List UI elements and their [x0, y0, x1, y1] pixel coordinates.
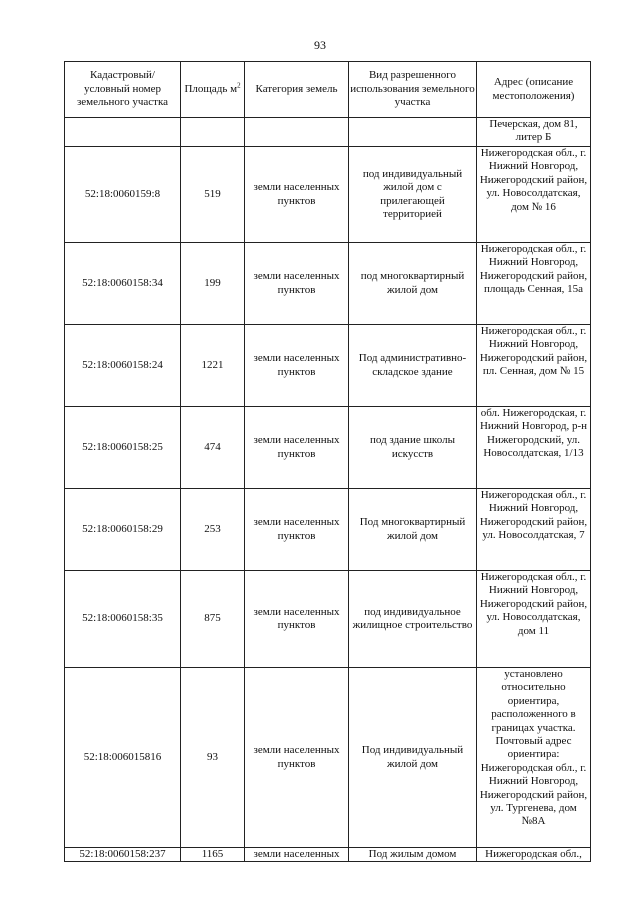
table-row — [65, 147, 591, 243]
cell-use: Под жилым домом — [349, 848, 477, 862]
cell-use: Под административно-складское здание — [349, 325, 477, 407]
cell-address: Нижегородская обл., г. Нижний Новгород, Нижегородский район, ул. Новосолдатская, дом 11 — [477, 571, 591, 668]
cell-area: 519 — [181, 147, 245, 243]
cell-cadastral: 52:18:0060158:35 — [65, 571, 181, 668]
cell-area: 474 — [181, 407, 245, 489]
header-area — [181, 62, 245, 118]
table-row — [65, 325, 591, 407]
cell-area: 199 — [181, 243, 245, 325]
table-row — [65, 243, 591, 325]
cell-use: под здание школы искусств — [349, 407, 477, 489]
header-use: Вид разрешенного использования земельного участка — [349, 62, 477, 118]
cell-area: 93 — [181, 668, 245, 848]
cell-address: Нижегородская обл., г. Нижний Новгород, Нижегородский район, пл. Сенная, дом № 15 — [477, 325, 591, 407]
cell-cadastral: 52:18:0060158:24 — [65, 325, 181, 407]
cell-cadastral: 52:18:006015816 — [65, 668, 181, 848]
cell-cadastral: 52:18:0060159:8 — [65, 147, 181, 243]
cell-use: под индивидуальный жилой дом с прилегающей территорией — [349, 147, 477, 243]
cell-category: земли населенных пунктов — [245, 325, 349, 407]
cell-address: Печерская, дом 81, литер Б — [477, 118, 591, 147]
cell-area: 1165 — [181, 848, 245, 862]
cell-address: обл. Нижегородская, г. Нижний Новгород, р-н Нижегородский, ул. Новосолдатская, 1/13 — [477, 407, 591, 489]
header-area-superscript: 2 — [237, 81, 241, 90]
table-row — [65, 848, 591, 862]
cell-category: земли населенных пунктов — [245, 243, 349, 325]
cell-address: Нижегородская обл., — [477, 848, 591, 862]
cell-category: земли населенных пунктов — [245, 407, 349, 489]
cell-cadastral — [65, 118, 181, 147]
cell-category — [245, 118, 349, 147]
cell-area: 1221 — [181, 325, 245, 407]
cell-use: под индивидуальное жилищное строительство — [349, 571, 477, 668]
cell-category: земли населенных пунктов — [245, 489, 349, 571]
cell-cadastral: 52:18:0060158:237 — [65, 848, 181, 862]
table-header-row — [65, 62, 591, 118]
table-row — [65, 489, 591, 571]
cell-area: 253 — [181, 489, 245, 571]
cell-address: установлено относительно ориентира, расположенного в границах участка. Почтовый адрес ориентира: Нижегородская обл., г. Нижний Новгород, Нижегородский район, ул. Тургенева, дом №8А — [477, 668, 591, 848]
table-row — [65, 571, 591, 668]
cell-use: Под многоквартирный жилой дом — [349, 489, 477, 571]
cell-use — [349, 118, 477, 147]
cell-use: Под индивидуальный жилой дом — [349, 668, 477, 848]
cell-cadastral: 52:18:0060158:34 — [65, 243, 181, 325]
header-address: Адрес (описание местоположения) — [477, 62, 591, 118]
header-cadastral: Кадастровый/ условный номер земельного участка — [65, 62, 181, 118]
cell-category: земли населенных — [245, 848, 349, 862]
table-row — [65, 407, 591, 489]
cell-use: под многоквартирный жилой дом — [349, 243, 477, 325]
header-area-label: Площадь м — [184, 82, 238, 95]
cell-address: Нижегородская обл., г. Нижний Новгород, Нижегородский район, ул. Новосолдатская, дом № 16 — [477, 147, 591, 243]
cell-area — [181, 118, 245, 147]
cell-area: 875 — [181, 571, 245, 668]
page-number: 93 — [314, 38, 326, 52]
table-row — [65, 668, 591, 848]
table-row — [65, 118, 591, 147]
cell-address: Нижегородская обл., г. Нижний Новгород, Нижегородский район, ул. Новосолдатская, 7 — [477, 489, 591, 571]
cell-category: земли населенных пунктов — [245, 668, 349, 848]
cell-cadastral: 52:18:0060158:25 — [65, 407, 181, 489]
cell-address: Нижегородская обл., г. Нижний Новгород, Нижегородский район, площадь Сенная, 15а — [477, 243, 591, 325]
header-category: Категория земель — [245, 62, 349, 118]
land-plots-table — [64, 61, 591, 862]
cell-category: земли населенных пунктов — [245, 571, 349, 668]
cell-cadastral: 52:18:0060158:29 — [65, 489, 181, 571]
cell-category: земли населенных пунктов — [245, 147, 349, 243]
